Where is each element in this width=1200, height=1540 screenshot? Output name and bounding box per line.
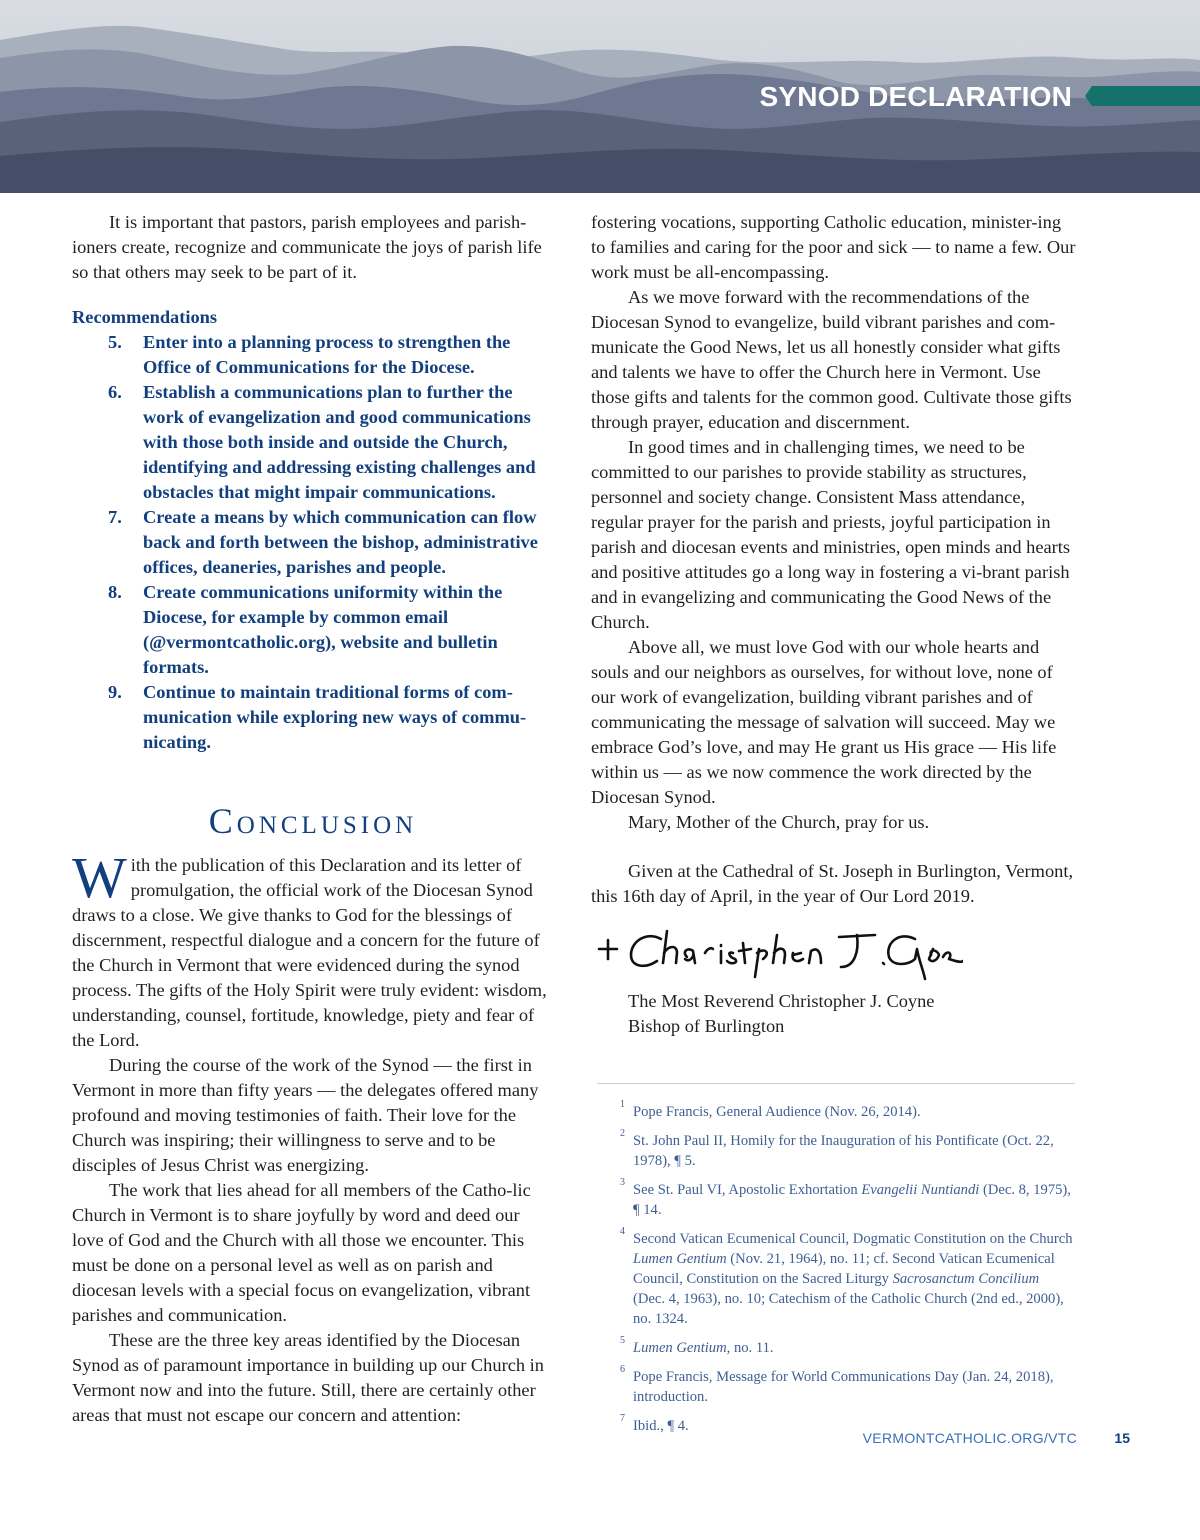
teal-accent-bar — [1085, 86, 1200, 106]
closing-prayer: Mary, Mother of the Church, pray for us. — [628, 812, 930, 832]
signer-name: The Most Reverend Christopher J. Coyne — [628, 991, 935, 1011]
footnote-divider — [597, 1083, 1075, 1084]
right-paragraph-2: As we move forward with the recommendations of the Diocesan Synod to evangelize, build vibrant parishes and com-municate the Good News, let us all honestly consider what gifts and talents we have to offer the Church here in Vermont. Use those gifts and talents for the common good. Cultivate those gifts through prayer, education and discernment. — [591, 287, 1072, 432]
page-footer — [0, 1430, 1200, 1450]
footnote-text: Pope Francis, General Audience (Nov. 26, 2014). — [633, 1104, 921, 1120]
conclusion-paragraph-1: With the publication of this Declaration and its letter of promulgation, the official work of the Diocesan Synod draws to a close. We give thanks to God for the blessings of discernment, respectful dialogue and a concern for the future of the Church in Vermont that were evidenced during the synod process. The gifts of the Holy Spirit were truly evident: wisdom, understanding, counsel, fortitude, knowledge, piety and fear of the Lord. — [72, 845, 547, 1050]
given-at-paragraph: Given at the Cathedral of St. Joseph in Burlington, Vermont, this 16th day of April, in the year of Our Lord 2019. — [591, 861, 1074, 906]
footnotes-list — [620, 1099, 1073, 1445]
mountain-header-banner — [0, 0, 1200, 193]
recommendation-item: 8. Create communications uniformity within the Diocese, for example by common email (@vermontcatholic.org), website and bulletin formats. — [108, 582, 503, 677]
left-column — [72, 210, 554, 1428]
right-paragraph-1: fostering vocations, supporting Catholic education, minister-ing to families and caring for the poor and sick — to name a few. Our work must be all-encompassing. — [591, 212, 1076, 282]
footnote-text: (Dec. 8, 1975), ¶ 14. — [633, 1182, 1071, 1218]
recommendations-heading: Recommendations — [72, 307, 218, 327]
recommendation-item: 9. Continue to maintain traditional forms of com-munication while exploring new ways of commu-nicating. — [108, 682, 527, 752]
footnote-text: Pope Francis, Message for World Communications Day (Jan. 24, 2018), introduction. — [633, 1369, 1054, 1405]
footnote-number: 7 — [620, 1413, 625, 1424]
footnote-number: 2 — [620, 1128, 625, 1139]
footnote-item — [620, 1335, 1073, 1358]
footnote-item — [620, 1364, 1073, 1407]
footnote-number: 6 — [620, 1364, 625, 1375]
footnote-text: (Nov. 21, 1964), no. 11; cf. Second Vatican Ecumenical Council, Constitution on the Sacred Liturgy — [633, 1251, 1055, 1287]
footnote-text: See St. Paul VI, Apostolic Exhortation — [633, 1182, 862, 1198]
footnote-number: 4 — [620, 1226, 625, 1237]
footnote-text: St. John Paul II, Homily for the Inauguration of his Pontificate (Oct. 22, 1978), ¶ 5. — [633, 1133, 1054, 1169]
footnote-number: 1 — [620, 1099, 625, 1110]
footnote-text: Second Vatican Ecumenical Council, Dogmatic Constitution on the Church — [633, 1231, 1073, 1247]
conclusion-heading: Conclusion — [208, 801, 418, 841]
intro-paragraph: It is important that pastors, parish employees and parish-ioners create, recognize and communicate the joys of parish life so that others may seek to be part of it. — [72, 212, 542, 282]
footnote-item — [620, 1226, 1073, 1329]
page-number: 15 — [1114, 1430, 1130, 1446]
footer-website-link[interactable]: VERMONTCATHOLIC.ORG/VTC — [862, 1430, 1077, 1446]
signer-title: Bishop of Burlington — [628, 1016, 785, 1036]
footnote-item — [620, 1099, 1073, 1122]
signature-image — [593, 919, 963, 985]
bishop-signature — [593, 919, 1079, 985]
recommendation-item: 7. Create a means by which communication can flow back and forth between the bishop, administrative offices, deaneries, parishes and people. — [108, 507, 538, 577]
conclusion-paragraph-2: During the course of the work of the Synod — the first in Vermont in more than fifty years — the delegates offered many profound and moving testimonies of faith. Their love for the Church was inspiring; their willingness to serve and to be disciples of Jesus Christ was energizing. — [72, 1055, 539, 1175]
footnote-number: 3 — [620, 1177, 625, 1188]
footnote-number: 5 — [620, 1335, 625, 1346]
right-column — [591, 210, 1079, 1039]
footnote-text: Sacrosanctum Concilium — [892, 1271, 1040, 1287]
right-paragraph-3: In good times and in challenging times, we need to be committed to our parishes to provide stability as structures, personnel and society change. Consistent Mass attendance, regular prayer for the parish and priests, joyful participation in parish and diocesan events and ministries, open minds and hearts and positive attitudes go a long way in fostering a vi-brant parish and in evangelizing and communicating the Good News of the Church. — [591, 437, 1071, 632]
footnote-text: , no. 11. — [726, 1340, 774, 1356]
footnote-item — [620, 1128, 1073, 1171]
conclusion-paragraph-4: These are the three key areas identified by the Diocesan Synod as of paramount importance in building up our Church in Vermont now and into the future. Still, there are certainly other areas that must not escape our concern and attention: — [72, 1330, 544, 1425]
recommendation-item: 5. Enter into a planning process to strengthen the Office of Communications for the Diocese. — [108, 332, 511, 377]
footnote-text: Lumen Gentium — [633, 1251, 727, 1267]
footnote-text: Evangelii Nuntiandi — [861, 1182, 980, 1198]
conclusion-paragraph-3: The work that lies ahead for all members of the Catho-lic Church in Vermont is to share joyfully by word and deed our love of God and the Church with all those we encounter. This must be done on a personal level as well as on parish and diocesan levels with a special focus on evangelization, vibrant parishes and communication. — [72, 1180, 531, 1325]
drop-cap: W — [72, 845, 127, 910]
recommendations-list — [72, 330, 554, 755]
footnote-item — [620, 1177, 1073, 1220]
section-label: SYNOD DECLARATION — [759, 81, 1072, 112]
right-paragraph-4: Above all, we must love God with our whole hearts and souls and our neighbors as ourselves, for without love, none of our work of evangelization, building vibrant parishes and of communicating the message of salvation will succeed. May we embrace God’s love, and may He grant us His grace — His life within us — as we now commence the work directed by the Diocesan Synod. — [591, 637, 1057, 807]
footnote-text: Lumen Gentium — [633, 1340, 727, 1356]
footnote-text: (Dec. 4, 1963), no. 10; Catechism of the Catholic Church (2nd ed., 2000), no. 1324. — [633, 1291, 1064, 1327]
recommendation-item: 6. Establish a communications plan to further the work of evangelization and good communications with those both inside and outside the Church, identifying and addressing existing challenges and obstacles that might impair communications. — [108, 382, 536, 502]
footnote-text: Ibid., ¶ 4. — [633, 1418, 689, 1434]
